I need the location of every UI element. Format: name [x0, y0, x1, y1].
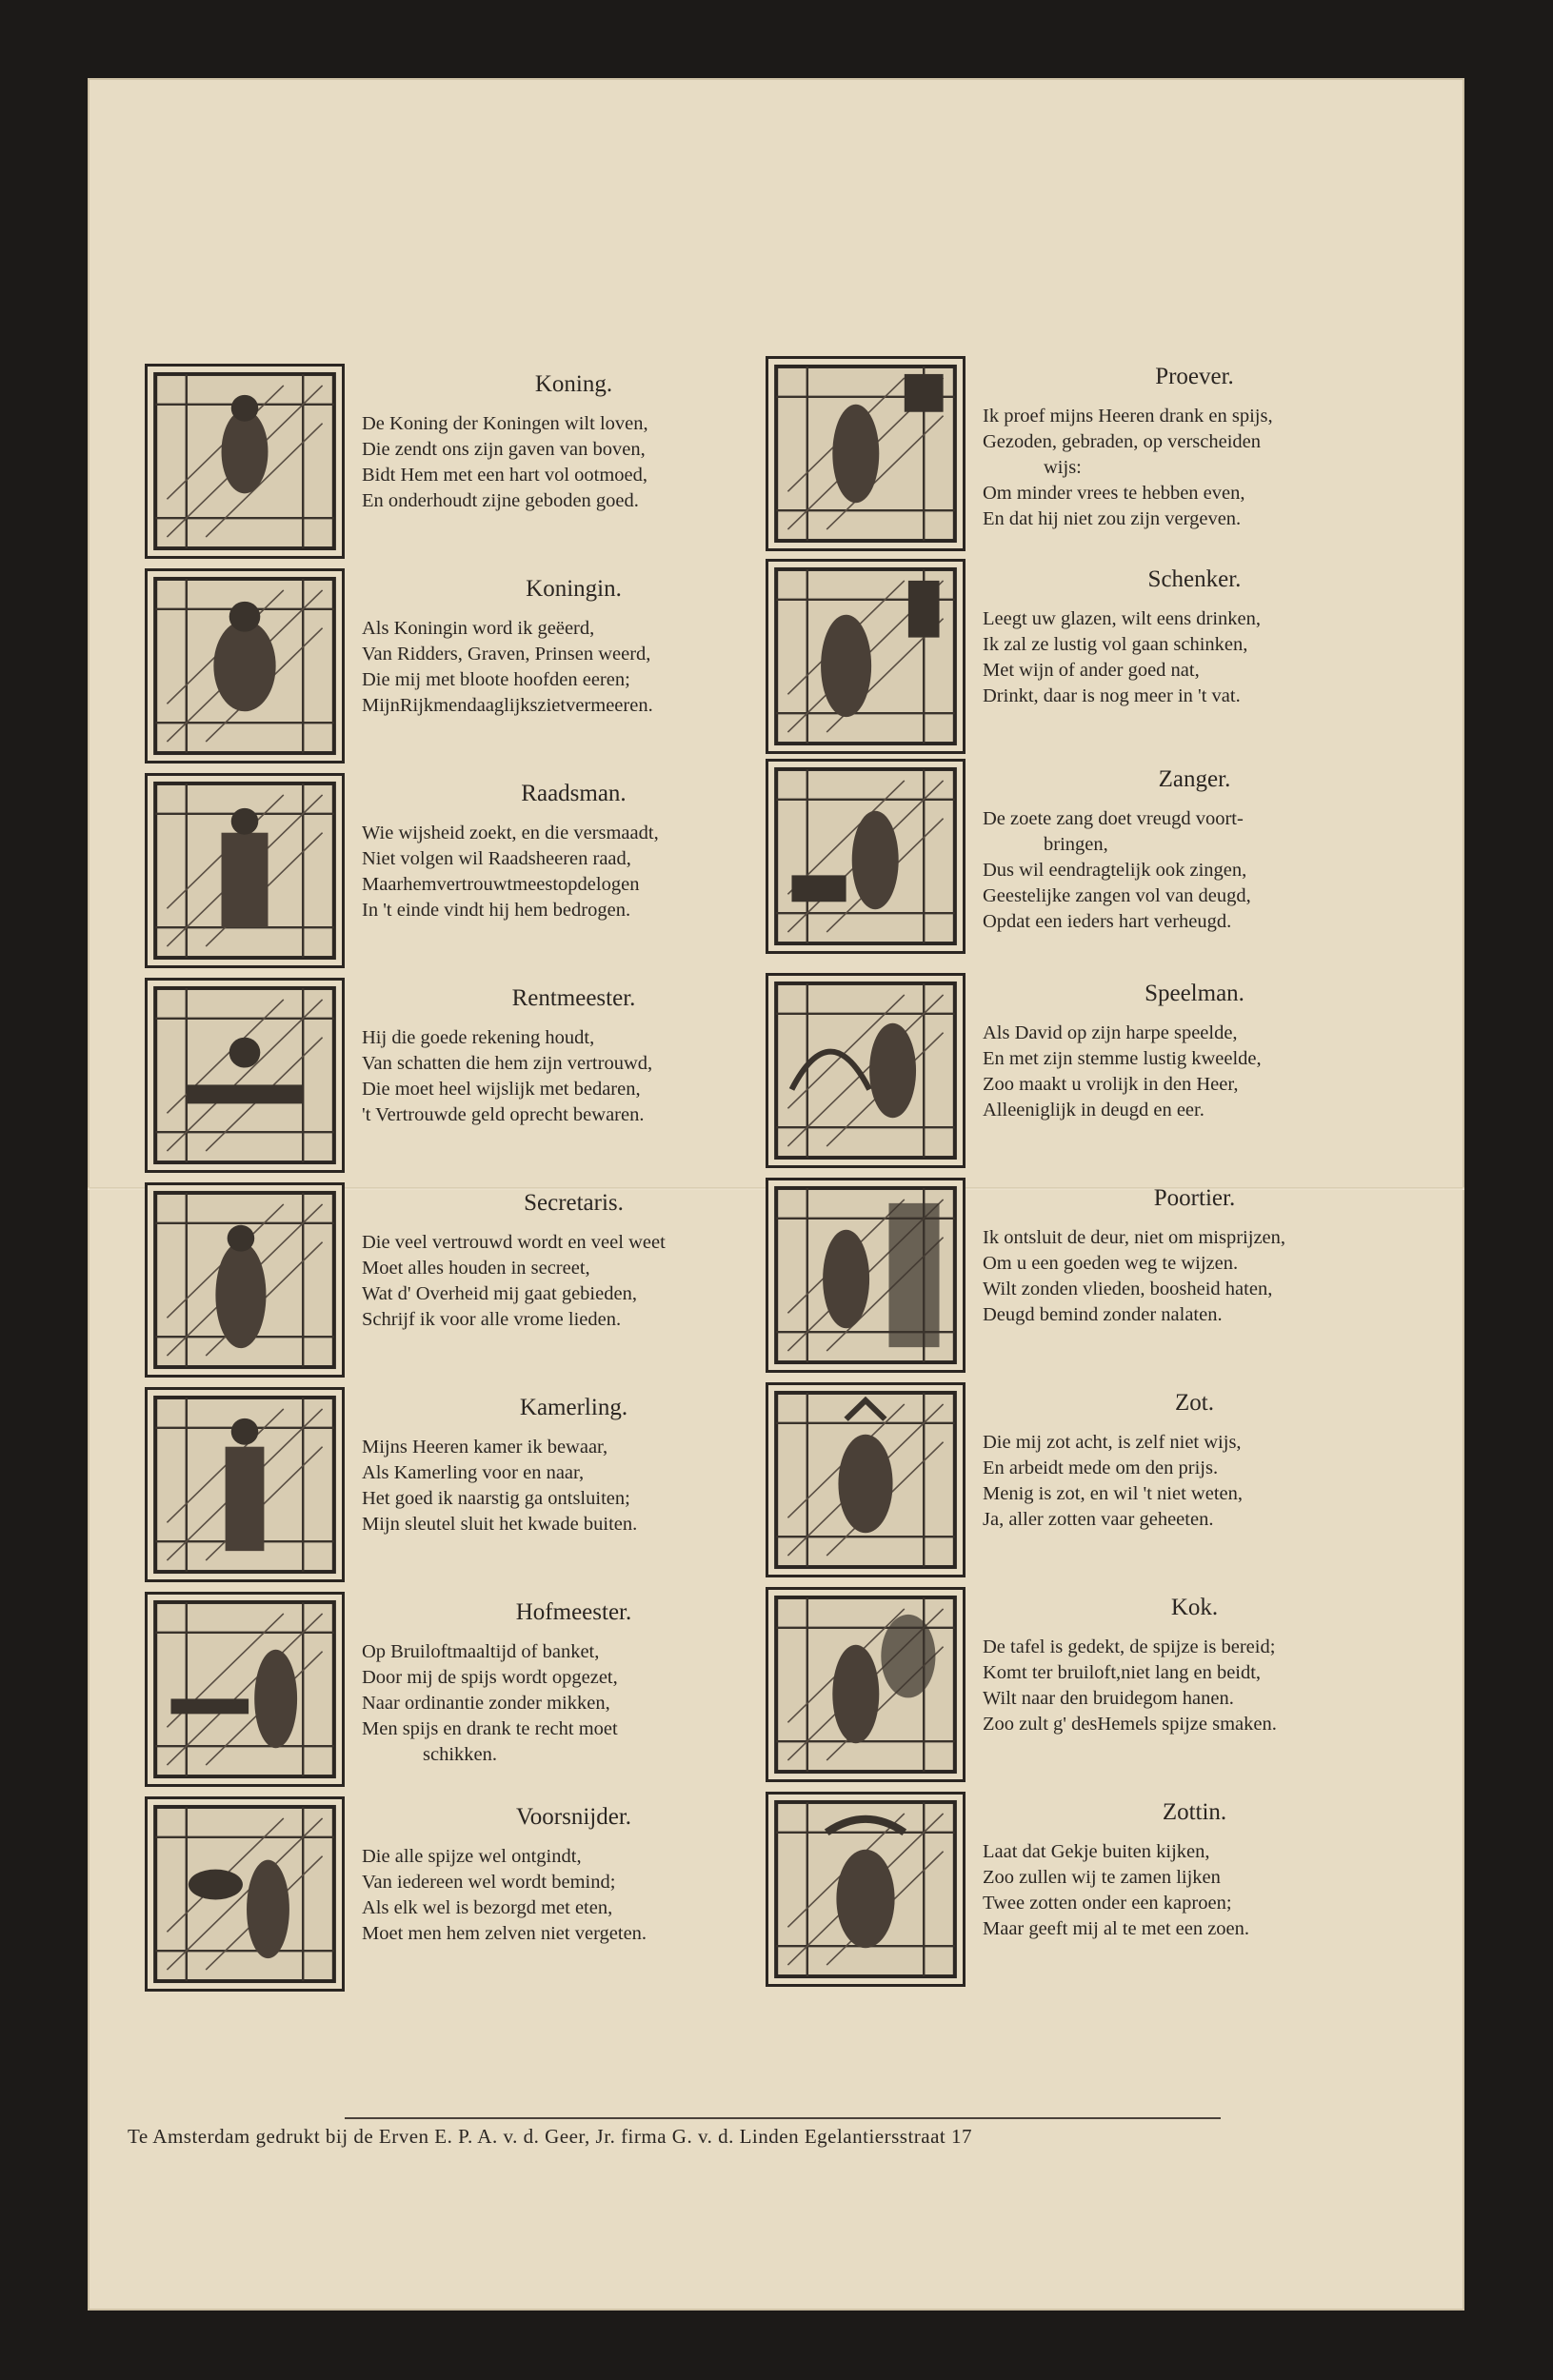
- verse: [362, 1387, 786, 1537]
- printer-imprint: Te Amsterdam gedrukt bij de Erven E. P. A. v. d. Geer, Jr. firma G. v. d. Linden Egelantiersstraat 17: [128, 2125, 973, 2148]
- verse-line: Alleeniglijk in deugd en eer.: [983, 1100, 1205, 1121]
- verse-line: Van schatten die hem zijn vertrouwd,: [362, 1053, 653, 1074]
- verse-line: Maar geeft mij al te met een zoen.: [983, 1918, 1250, 1939]
- verse-line: Wilt zonden vlieden, boosheid haten,: [983, 1279, 1273, 1299]
- verse-block: [145, 1387, 802, 1585]
- verse-title: Hofmeester.: [515, 1599, 632, 1625]
- verse-line: Gezoden, gebraden, op verscheiden: [983, 431, 1261, 452]
- verse: [983, 1587, 1406, 1737]
- woodcut-image: [145, 568, 345, 764]
- verse-block: [145, 1592, 802, 1790]
- verse: [362, 773, 786, 923]
- verse-line: Met wijn of ander goed nat,: [983, 660, 1200, 681]
- verse-line: Geestelijke zangen vol van deugd,: [983, 885, 1251, 906]
- woodcut-image: [766, 973, 966, 1168]
- verse-block: [766, 759, 1423, 957]
- verse: [983, 973, 1406, 1123]
- verse-line: Wat d' Overheid mij gaat gebieden,: [362, 1283, 637, 1304]
- verse-line: Die moet heel wijslijk met bedaren,: [362, 1079, 641, 1100]
- verse-line: Niet volgen wil Raadsheeren raad,: [362, 848, 631, 869]
- verse-title: Speelman.: [1145, 981, 1244, 1006]
- verse-line: Van iedereen wel wordt bemind;: [362, 1872, 616, 1893]
- verse-title: Proever.: [1155, 364, 1234, 389]
- verse-line: Als Koningin word ik geëerd,: [362, 618, 595, 639]
- verse-line: Drinkt, daar is nog meer in 't vat.: [983, 685, 1241, 706]
- verse-line: Ik proef mijns Heeren drank en spijs,: [983, 406, 1273, 426]
- verse-line: Moet men hem zelven niet vergeten.: [362, 1923, 647, 1944]
- verse-line: En met zijn stemme lustig kweelde,: [983, 1048, 1262, 1069]
- verse-line: Als Kamerling voor en naar,: [362, 1462, 585, 1483]
- woodcut-image: [766, 1382, 966, 1577]
- verse: [362, 364, 786, 514]
- verse-line: Wilt naar den bruidegom hanen.: [983, 1688, 1234, 1709]
- verse-line: Die mij zot acht, is zelf niet wijs,: [983, 1432, 1242, 1453]
- woodcut-image: [766, 559, 966, 754]
- woodcut-image: [766, 1587, 966, 1782]
- verse-line: Als elk wel is bezorgd met eten,: [362, 1897, 613, 1918]
- verse-title: Raadsman.: [521, 781, 627, 806]
- verse-line: Het goed ik naarstig ga ontsluiten;: [362, 1488, 630, 1509]
- verse-line: Deugd bemind zonder nalaten.: [983, 1304, 1223, 1325]
- verse-line: Twee zotten onder een kaproen;: [983, 1893, 1232, 1914]
- verse-title: Zot.: [1175, 1390, 1214, 1416]
- verse-block: [145, 773, 802, 971]
- broadsheet: [88, 78, 1464, 2311]
- verse-line: En onderhoudt zijne geboden goed.: [362, 490, 639, 511]
- verse-line: Van Ridders, Graven, Prinsen weerd,: [362, 644, 651, 664]
- woodcut-image: [145, 978, 345, 1173]
- verse-line: Zoo zult g' desHemels spijze smaken.: [983, 1714, 1277, 1735]
- verse-title: Koningin.: [526, 576, 622, 602]
- verse-line: Menig is zot, en wil 't niet weten,: [983, 1483, 1243, 1504]
- verse-title: Rentmeester.: [511, 985, 636, 1011]
- verse-line: Ja, aller zotten vaar geheeten.: [983, 1509, 1214, 1530]
- verse: [983, 356, 1406, 532]
- verse-line: Moet alles houden in secreet,: [362, 1258, 590, 1279]
- verse-line: Mijn sleutel sluit het kwade buiten.: [362, 1514, 638, 1535]
- verse-title: Voorsnijder.: [515, 1804, 632, 1830]
- verse-line: schikken.: [423, 1744, 497, 1765]
- verse-line: Om minder vrees te hebben even,: [983, 483, 1245, 504]
- verse-block: [766, 1792, 1423, 1990]
- verse-title: Koning.: [534, 371, 613, 397]
- verse-title: Secretaris.: [524, 1190, 624, 1216]
- verse-line: 't Vertrouwde geld oprecht bewaren.: [362, 1104, 645, 1125]
- verse-line: Die veel vertrouwd wordt en veel weet: [362, 1232, 666, 1253]
- verse: [983, 1792, 1406, 1942]
- verse: [983, 1178, 1406, 1328]
- verse-line: Wie wijsheid zoekt, en die versmaadt,: [362, 823, 659, 843]
- verse-line: Bidt Hem met een hart vol ootmoed,: [362, 465, 648, 486]
- verse: [362, 1796, 786, 1947]
- woodcut-image: [145, 1796, 345, 1992]
- verse: [983, 759, 1406, 935]
- verse-block: [145, 364, 802, 562]
- verse-title: Kamerling.: [519, 1395, 628, 1420]
- verse-block: [766, 356, 1423, 554]
- verse: [362, 568, 786, 719]
- verse-line: Zoo maakt u vrolijk in den Heer,: [983, 1074, 1239, 1095]
- verse-block: [145, 568, 802, 766]
- verse-block: [766, 1382, 1423, 1580]
- verse-line: Men spijs en drank te recht moet: [362, 1718, 618, 1739]
- verse-line: Naar ordinantie zonder mikken,: [362, 1693, 610, 1714]
- verse-line: Door mij de spijs wordt opgezet,: [362, 1667, 618, 1688]
- verse-title: Kok.: [1170, 1595, 1219, 1620]
- verse-line: wijs:: [1044, 457, 1082, 478]
- verse-title: Poortier.: [1153, 1185, 1236, 1211]
- woodcut-image: [145, 1182, 345, 1378]
- verse-line: Komt ter bruiloft,niet lang en beidt,: [983, 1662, 1262, 1683]
- verse-line: Dus wil eendragtelijk ook zingen,: [983, 860, 1247, 881]
- woodcut-image: [766, 1178, 966, 1373]
- woodcut-image: [766, 759, 966, 954]
- verse-block: [766, 1587, 1423, 1785]
- verse-line: Die mij met bloote hoofden eeren;: [362, 669, 630, 690]
- verse-line: Leegt uw glazen, wilt eens drinken,: [983, 608, 1262, 629]
- verse: [362, 1592, 786, 1768]
- verse-line: Als David op zijn harpe speelde,: [983, 1022, 1238, 1043]
- verse-line: De tafel is gedekt, de spijze is bereid;: [983, 1636, 1276, 1657]
- verse: [362, 978, 786, 1128]
- verse-block: [145, 978, 802, 1176]
- verse-block: [145, 1182, 802, 1380]
- verse-line: De Koning der Koningen wilt loven,: [362, 413, 648, 434]
- verse-block: [145, 1796, 802, 1994]
- verse-line: Op Bruiloftmaaltijd of banket,: [362, 1641, 600, 1662]
- verse-line: De zoete zang doet vreugd voort-: [983, 808, 1244, 829]
- woodcut-image: [145, 1592, 345, 1787]
- verse-line: In 't einde vindt hij hem bedrogen.: [362, 900, 631, 921]
- verse-line: Ik ontsluit de deur, niet om misprijzen,: [983, 1227, 1286, 1248]
- verse-block: [766, 973, 1423, 1171]
- woodcut-image: [145, 1387, 345, 1582]
- woodcut-image: [766, 1792, 966, 1987]
- verse-line: Om u een goeden weg te wijzen.: [983, 1253, 1239, 1274]
- verse-line: Die alle spijze wel ontgindt,: [362, 1846, 582, 1867]
- imprint-rule: [345, 2117, 1221, 2119]
- verse-line: Laat dat Gekje buiten kijken,: [983, 1841, 1210, 1862]
- verse-line: Opdat een ieders hart verheugd.: [983, 911, 1232, 932]
- verse-line: bringen,: [1044, 834, 1108, 855]
- woodcut-image: [145, 773, 345, 968]
- verse-line: En dat hij niet zou zijn vergeven.: [983, 508, 1242, 529]
- verse: [362, 1182, 786, 1333]
- verse-title: Zanger.: [1158, 766, 1231, 792]
- woodcut-image: [766, 356, 966, 551]
- verse-line: Hij die goede rekening houdt,: [362, 1027, 595, 1048]
- verse-block: [766, 559, 1423, 757]
- verse: [983, 1382, 1406, 1533]
- verse-block: [766, 1178, 1423, 1376]
- verse-line: Mijns Heeren kamer ik bewaar,: [362, 1437, 608, 1458]
- verse-title: Zottin.: [1162, 1799, 1227, 1825]
- verse-line: Zoo zullen wij te zamen lijken: [983, 1867, 1221, 1888]
- verse-line: Die zendt ons zijn gaven van boven,: [362, 439, 646, 460]
- verse-line: Schrijf ik voor alle vrome lieden.: [362, 1309, 622, 1330]
- verse-line: Maarhemvertrouwtmeestopdelogen: [362, 874, 640, 895]
- verse-line: En arbeidt mede om den prijs.: [983, 1458, 1219, 1478]
- verse-line: MijnRijkmendaaglijkszietvermeeren.: [362, 695, 653, 716]
- verse: [983, 559, 1406, 709]
- verse-title: Schenker.: [1147, 566, 1242, 592]
- woodcut-image: [145, 364, 345, 559]
- verse-line: Ik zal ze lustig vol gaan schinken,: [983, 634, 1248, 655]
